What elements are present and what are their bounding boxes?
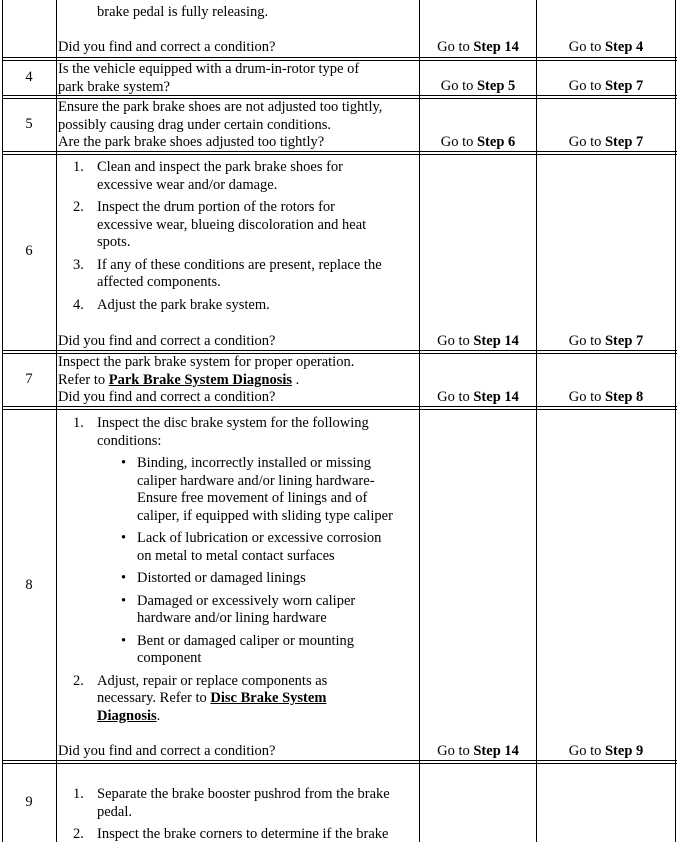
no-cell (537, 134, 675, 152)
yes-step-link[interactable]: Step 14 (473, 389, 519, 405)
refer-prefix: necessary. Refer to (97, 690, 211, 706)
bullet-line: Damaged or excessively worn caliper (137, 592, 356, 609)
action-text (58, 61, 418, 96)
row-divider (2, 57, 677, 58)
question-text: Are the park brake shoes adjusted too tightly? (58, 134, 325, 150)
list-number: 1. (73, 415, 84, 431)
step-number: 6 (25, 243, 33, 259)
bullet-line: Binding, incorrectly installed or missing (137, 455, 371, 471)
col-line-right (675, 0, 676, 842)
refer-line (58, 372, 418, 390)
bullet-line: on metal to metal contact surfaces (137, 547, 335, 564)
row-divider (2, 154, 677, 155)
list-item (58, 257, 420, 292)
numbered-list (58, 415, 420, 725)
numbered-list (58, 786, 420, 844)
yes-step-link[interactable]: Step 14 (473, 39, 519, 55)
no-prefix: Go to (568, 39, 605, 55)
bullet-line: Distorted or damaged linings (137, 570, 306, 586)
yes-cell (420, 333, 536, 351)
yes-prefix: Go to (437, 333, 474, 349)
action-line: possibly causing drag under certain conditions. (58, 116, 332, 133)
list-number: 4. (73, 296, 84, 313)
bullet-line: caliper, if equipped with sliding type caliper (137, 507, 393, 524)
action-line: Inspect the park brake system for proper operation. (58, 354, 355, 370)
list-number: 2. (73, 199, 84, 215)
action-line: park brake system? (58, 78, 170, 95)
list-line: spots. (97, 234, 131, 250)
bullet-dot: • (121, 592, 127, 609)
list-number: 2. (73, 826, 84, 842)
refer-prefix: Refer to (58, 371, 109, 388)
list-line: Adjust the park brake system. (97, 296, 270, 313)
yes-prefix: Go to (437, 39, 474, 55)
list-line: Clean and inspect the park brake shoes for (97, 159, 344, 175)
yes-cell (420, 743, 536, 761)
bullet-line: component (137, 650, 202, 666)
bullet-dot: • (121, 455, 127, 471)
list-line: excessive wear and/or damage. (97, 176, 278, 193)
step-number: 8 (25, 577, 33, 593)
step-number: 9 (25, 794, 33, 810)
no-step-link[interactable]: Step 4 (604, 39, 644, 55)
disc-brake-diagnosis-link[interactable]: Diagnosis (97, 707, 157, 724)
bullet-item (58, 570, 420, 588)
list-line (97, 690, 420, 708)
bullet-dot: • (121, 632, 127, 649)
list-number: 2. (73, 672, 84, 689)
yes-step-link[interactable]: Step 6 (476, 134, 516, 150)
no-prefix: Go to (568, 134, 605, 150)
list-line: pedal. (97, 803, 133, 820)
list-number: 3. (73, 256, 84, 273)
list-number: 1. (73, 786, 84, 802)
yes-step-link[interactable]: Step 14 (473, 743, 519, 759)
question-text: Did you find and correct a condition? (58, 389, 276, 405)
yes-step-link[interactable]: Step 14 (473, 333, 519, 349)
no-cell (537, 389, 675, 407)
question-text: Did you find and correct a condition? (58, 333, 276, 349)
action-line: Ensure the park brake shoes are not adjusted too tightly, (58, 99, 383, 115)
action-text (58, 99, 418, 152)
list-item (58, 673, 420, 726)
bullet-line: hardware and/or lining hardware (137, 610, 327, 626)
park-brake-diagnosis-link[interactable]: Park Brake System Diagnosis (108, 371, 293, 388)
bullet-item (58, 455, 420, 525)
bullet-item (58, 530, 420, 565)
no-cell (537, 333, 675, 351)
list-item (58, 159, 420, 194)
bullet-dot: • (121, 530, 127, 546)
step-number: 4 (25, 69, 33, 85)
bullet-line: Ensure free movement of linings and of (137, 490, 368, 506)
no-cell (537, 39, 675, 57)
step-number: 5 (25, 116, 33, 132)
no-step-link[interactable]: Step 7 (604, 333, 644, 349)
no-prefix: Go to (568, 743, 605, 759)
yes-cell (420, 389, 536, 407)
list-line (97, 708, 420, 726)
bullet-item (58, 633, 420, 668)
list-line: Inspect the disc brake system for the following (97, 415, 369, 431)
no-step-link[interactable]: Step 7 (604, 134, 644, 150)
yes-prefix: Go to (437, 389, 474, 405)
yes-prefix: Go to (437, 743, 474, 759)
list-line: If any of these conditions are present, replace the (97, 256, 382, 273)
no-step-link[interactable]: Step 8 (604, 389, 644, 405)
list-item (58, 297, 420, 315)
yes-cell (420, 39, 536, 57)
list-line: Inspect the brake corners to determine if the brake (97, 826, 389, 842)
no-cell (537, 743, 675, 761)
numbered-list (58, 159, 420, 314)
refer-suffix: . (292, 371, 300, 388)
col-line-step (56, 0, 57, 842)
list-line: excessive wear, blueing discoloration and heat (97, 216, 367, 233)
list-line: affected components. (97, 274, 221, 290)
list-number: 1. (73, 159, 84, 175)
step-number: 7 (25, 371, 33, 387)
no-prefix: Go to (568, 333, 605, 349)
question-text: Did you find and correct a condition? (58, 743, 276, 759)
bullet-item (58, 593, 420, 628)
list-item (58, 415, 420, 450)
yes-prefix: Go to (440, 134, 477, 150)
list-line: Inspect the drum portion of the rotors for (97, 199, 335, 215)
action-line: Is the vehicle equipped with a drum-in-rotor type of (58, 61, 360, 77)
refer-suffix: . (156, 707, 161, 724)
bullet-line: caliper hardware and/or lining hardware- (137, 472, 375, 489)
no-step-link[interactable]: Step 7 (604, 78, 644, 94)
no-prefix: Go to (568, 78, 605, 94)
yes-cell (420, 134, 536, 152)
yes-prefix: Go to (440, 78, 477, 94)
list-line: Separate the brake booster pushrod from the brake (97, 786, 390, 802)
row-divider (2, 409, 677, 410)
row-divider (2, 763, 677, 764)
list-item (58, 786, 420, 821)
disc-brake-diagnosis-link[interactable]: Disc Brake System (210, 690, 327, 706)
bullet-line: Bent or damaged caliper or mounting (137, 632, 355, 649)
yes-cell (420, 78, 536, 96)
list-item (58, 199, 420, 252)
no-step-link[interactable]: Step 9 (604, 743, 644, 759)
bullet-dot: • (121, 570, 127, 586)
col-line-yes (536, 0, 537, 842)
no-cell (537, 78, 675, 96)
bullet-list (58, 455, 420, 668)
action-text: brake pedal is fully releasing. (97, 4, 269, 20)
action-text (58, 354, 418, 407)
list-item (58, 826, 420, 844)
question-text: Did you find and correct a condition? (58, 39, 276, 55)
bullet-line: Lack of lubrication or excessive corrosion (137, 530, 382, 546)
yes-step-link[interactable]: Step 5 (476, 78, 516, 94)
list-line: Adjust, repair or replace components as (97, 672, 328, 689)
list-line: conditions: (97, 432, 162, 449)
no-prefix: Go to (568, 389, 605, 405)
